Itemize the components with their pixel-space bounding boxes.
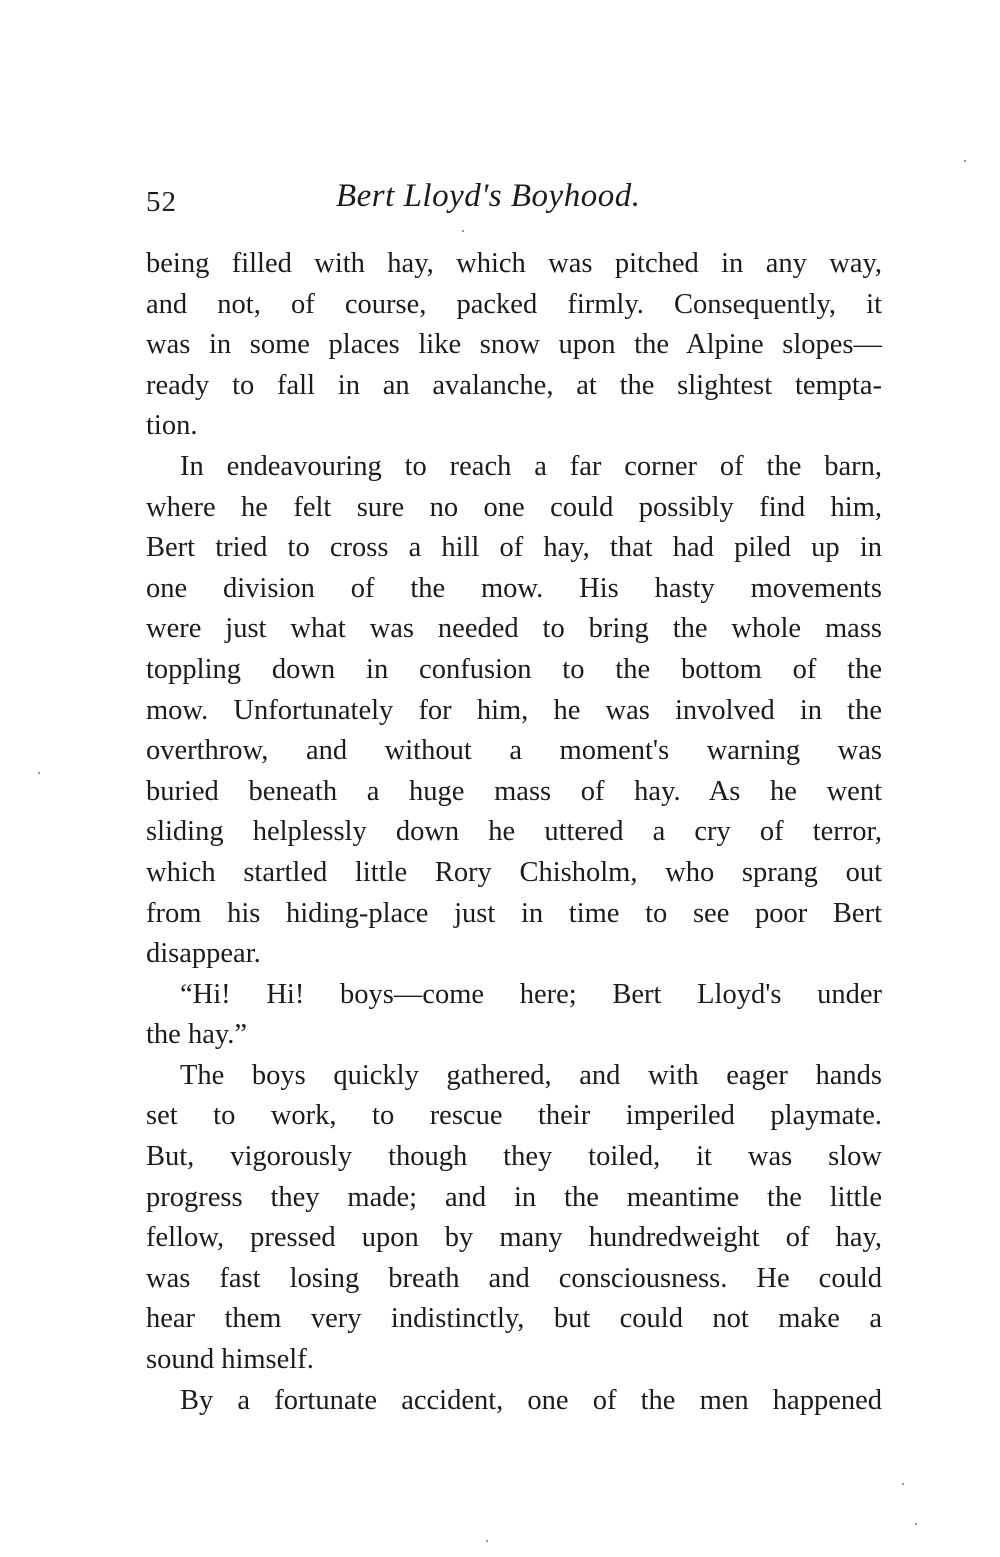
text-line: hear them very indistinctly, but could not make a — [146, 1303, 882, 1335]
text-line: tion. — [146, 410, 198, 442]
page-number: 52 — [146, 186, 177, 218]
text-line: progress they made; and in the meantime the little — [146, 1181, 882, 1213]
text-line: In endeavouring to reach a far corner of the barn, — [180, 450, 882, 482]
text-line: “Hi! Hi! boys—come here; Bert Lloyd's under — [180, 978, 882, 1010]
scan-speck — [462, 230, 464, 232]
text-line: mow. Unfortunately for him, he was involved in the — [146, 694, 882, 726]
text-line: one division of the mow. His hasty movements — [146, 572, 882, 604]
scan-speck — [964, 160, 966, 162]
text-line: from his hiding-place just in time to see poor Bert — [146, 897, 882, 929]
text-line: sound himself. — [146, 1344, 314, 1376]
text-line: sliding helplessly down he uttered a cry of terror, — [146, 816, 882, 848]
text-line: But, vigorously though they toiled, it was slow — [146, 1141, 882, 1173]
running-title: Bert Lloyd's Boyhood. — [336, 178, 641, 214]
text-line: set to work, to rescue their imperiled playmate. — [146, 1100, 882, 1132]
text-line: was in some places like snow upon the Alpine slopes— — [146, 329, 882, 361]
text-line: fellow, pressed upon by many hundredweight of hay, — [146, 1222, 882, 1254]
text-line: were just what was needed to bring the whole mass — [146, 613, 882, 645]
text-line: The boys quickly gathered, and with eager hands — [180, 1059, 882, 1091]
text-line: ready to fall in an avalanche, at the slightest tempta- — [146, 369, 882, 401]
text-line: the hay.” — [146, 1019, 248, 1051]
text-line: which startled little Rory Chisholm, who sprang out — [146, 856, 882, 888]
text-line: and not, of course, packed firmly. Consequently, it — [146, 288, 882, 320]
scan-speck — [902, 1483, 904, 1485]
text-line: disappear. — [146, 938, 261, 970]
scan-speck — [915, 1523, 917, 1525]
page-header — [146, 178, 886, 228]
text-line: By a fortunate accident, one of the men happened — [180, 1384, 882, 1416]
text-line: toppling down in confusion to the bottom of the — [146, 653, 882, 685]
text-line: overthrow, and without a moment's warning was — [146, 735, 882, 767]
body-text — [146, 244, 882, 1421]
text-line: being filled with hay, which was pitched in any way, — [146, 248, 882, 279]
text-line: buried beneath a huge mass of hay. As he went — [146, 775, 882, 807]
text-line: where he felt sure no one could possibly find him, — [146, 491, 882, 523]
text-line: was fast losing breath and consciousness. He could — [146, 1262, 882, 1294]
text-line: Bert tried to cross a hill of hay, that had piled up in — [146, 532, 882, 564]
scan-speck — [486, 1540, 488, 1542]
scan-speck — [38, 772, 40, 774]
